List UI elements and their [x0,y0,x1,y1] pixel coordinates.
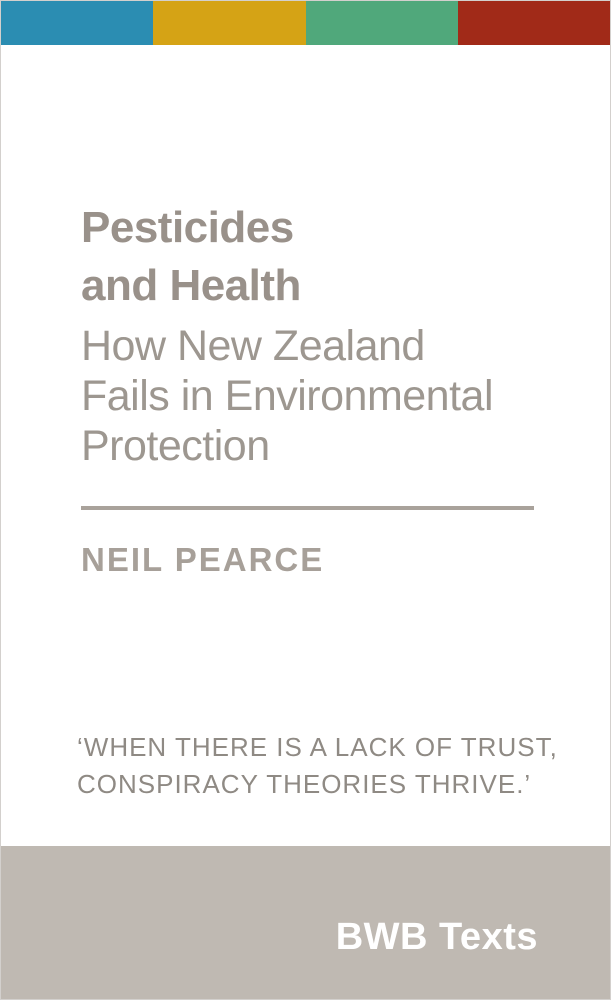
top-color-bar [1,1,610,45]
publisher-band [1,846,610,999]
book-subtitle-line-3: Protection [81,422,270,470]
cover-quote [77,729,558,803]
book-title [81,199,301,315]
bar-segment-red [458,1,610,45]
book-subtitle-line-2: Fails in Environmental [81,372,494,420]
author-name: NEIL PEARCE [81,541,325,578]
bar-segment-gold [153,1,305,45]
book-subtitle [81,321,493,471]
cover-quote-line-1: ‘WHEN THERE IS A LACK OF TRUST, [77,732,558,762]
divider-rule [81,506,534,510]
publisher-brand: BWB Texts [335,916,538,958]
book-title-line-2: and Health [81,261,301,310]
bar-segment-green [306,1,458,45]
cover-quote-line-2: CONSPIRACY THEORIES THRIVE.’ [77,769,532,799]
book-title-line-1: Pesticides [81,203,294,252]
book-subtitle-line-1: How New Zealand [81,322,425,370]
bar-segment-blue [1,1,153,45]
